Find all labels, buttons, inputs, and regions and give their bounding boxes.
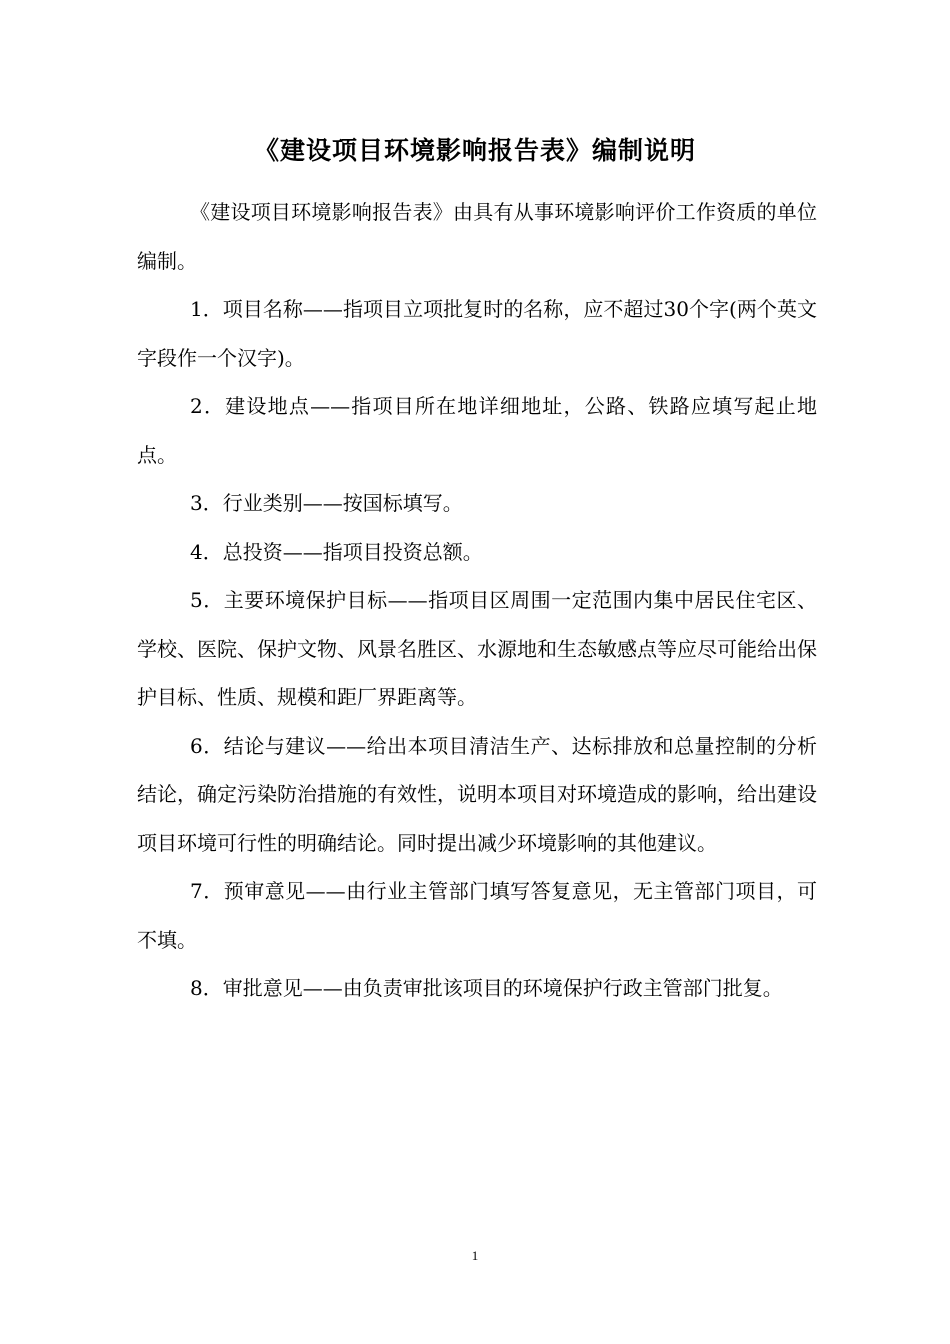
item-protection-targets: 5．主要环境保护目标——指项目区周围一定范围内集中居民住宅区、学校、医院、保护文物、风景名胜区、水源地和生态敏感点等应尽可能给出保护目标、性质、规模和距厂界距离等。: [137, 588, 817, 709]
intro-paragraph: 《建设项目环境影响报告表》由具有从事环境影响评价工作资质的单位编制。: [137, 200, 817, 273]
item-conclusion-suggestions: 6．结论与建议——给出本项目清洁生产、达标排放和总量控制的分析结论，确定污染防治措施的有效性，说明本项目对环境造成的影响，给出建设项目环境可行性的明确结论。同时提出减少环境影响的其他建议。: [137, 733, 817, 855]
item-preliminary-review: 7．预审意见——由行业主管部门填写答复意见，无主管部门项目，可不填。: [137, 879, 817, 952]
item-construction-site: 2．建设地点——指项目所在地详细地址，公路、铁路应填写起止地点。: [137, 394, 817, 467]
item-total-investment: 4．总投资——指项目投资总额。: [190, 539, 483, 564]
document-body: [137, 188, 817, 1013]
item-industry-category: 3．行业类别——按国标填写。: [190, 491, 463, 515]
item-project-name: 1．项目名称——指项目立项批复时的名称，应不超过30个字(两个英文字段作一个汉字)。: [137, 297, 817, 370]
page-number: 1: [471, 1248, 479, 1263]
document-title: 《建设项目环境影响报告表》编制说明: [253, 135, 696, 165]
item-approval-opinion: 8．审批意见——由负责审批该项目的环境保护行政主管部门批复。: [190, 976, 783, 1000]
